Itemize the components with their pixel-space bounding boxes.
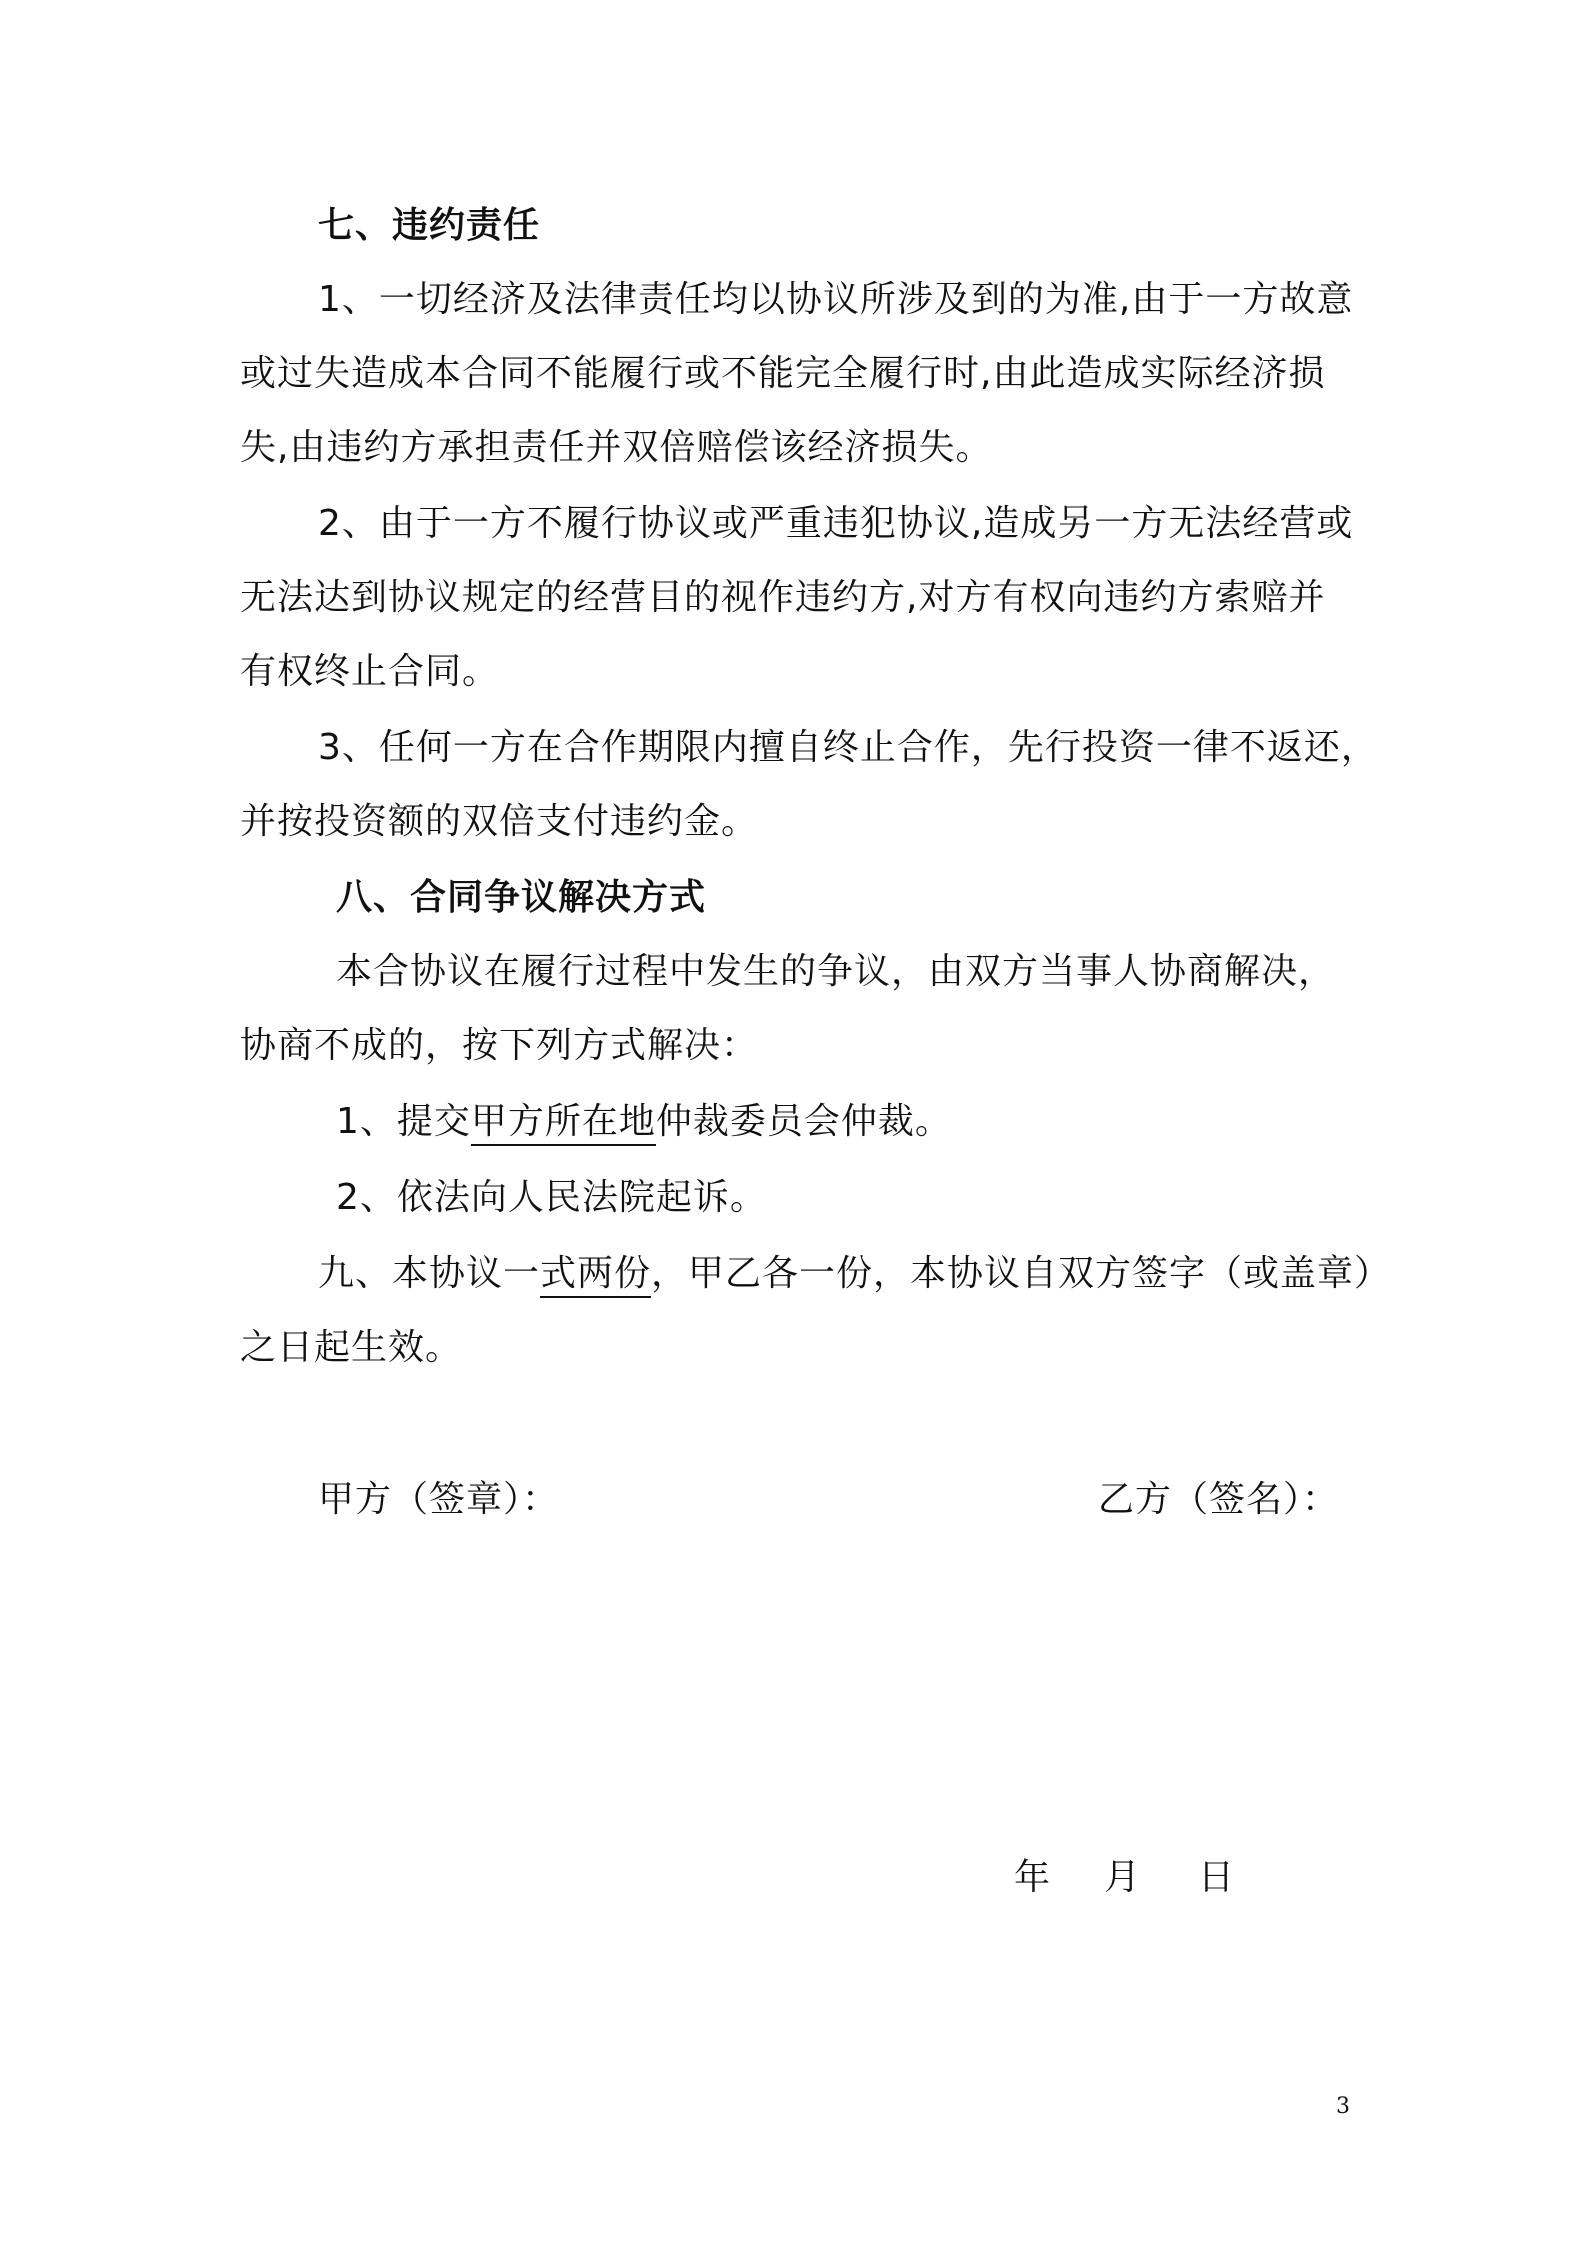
clause1-line3: 失,由违约方承担责任并双倍赔偿该经济损失。: [240, 427, 993, 468]
clause1-line2: 或过失造成本合同不能履行或不能完全履行时,由此造成实际经济损: [240, 353, 1326, 394]
clause3-line1: 3、任何一方在合作期限内擅自终止合作，先行投资一律不返还，: [318, 727, 1378, 768]
section9-suffix: ，甲乙各一份，本协议自双方签字（或盖章）: [651, 1253, 1392, 1294]
date-month: 月: [1104, 1857, 1142, 1898]
party-a-signature-label: 甲方（签章）：: [318, 1479, 560, 1520]
section8-option1: [336, 1102, 952, 1142]
date-year: 年: [1014, 1857, 1052, 1898]
section8-heading: 八、合同争议解决方式: [336, 877, 707, 918]
section9-underlined: 式两份: [540, 1253, 651, 1298]
section8-intro-line1: 本合协议在履行过程中发生的争议，由双方当事人协商解决，: [336, 951, 1336, 992]
clause2-line1: 2、由于一方不履行协议或严重违犯协议,造成另一方无法经营或: [318, 503, 1354, 544]
option1-underlined: 甲方所在地: [471, 1101, 656, 1146]
section8-intro-line2: 协商不成的，按下列方式解决：: [240, 1025, 759, 1066]
clause3-line2: 并按投资额的双倍支付违约金。: [240, 801, 759, 842]
option1-prefix: 1、提交: [336, 1101, 471, 1142]
clause1-line1: 1、一切经济及法律责任均以协议所涉及到的为准,由于一方故意: [318, 279, 1354, 320]
section8-option2: 2、依法向人民法院起诉。: [336, 1177, 767, 1218]
party-b-signature-label: 乙方（签名）：: [1098, 1479, 1340, 1520]
clause2-line3: 有权终止合同。: [240, 651, 500, 692]
section9-prefix: 九、本协议一: [318, 1253, 541, 1294]
section9-line1: [318, 1254, 1391, 1294]
option1-suffix: 仲裁委员会仲裁。: [655, 1101, 952, 1142]
date-day: 日: [1198, 1857, 1236, 1898]
clause2-line2: 无法达到协议规定的经营目的视作违约方,对方有权向违约方索赔并: [240, 577, 1326, 618]
section9-line2: 之日起生效。: [240, 1327, 463, 1368]
section7-heading: 七、违约责任: [318, 205, 541, 246]
page-number: 3: [1336, 2094, 1350, 2119]
